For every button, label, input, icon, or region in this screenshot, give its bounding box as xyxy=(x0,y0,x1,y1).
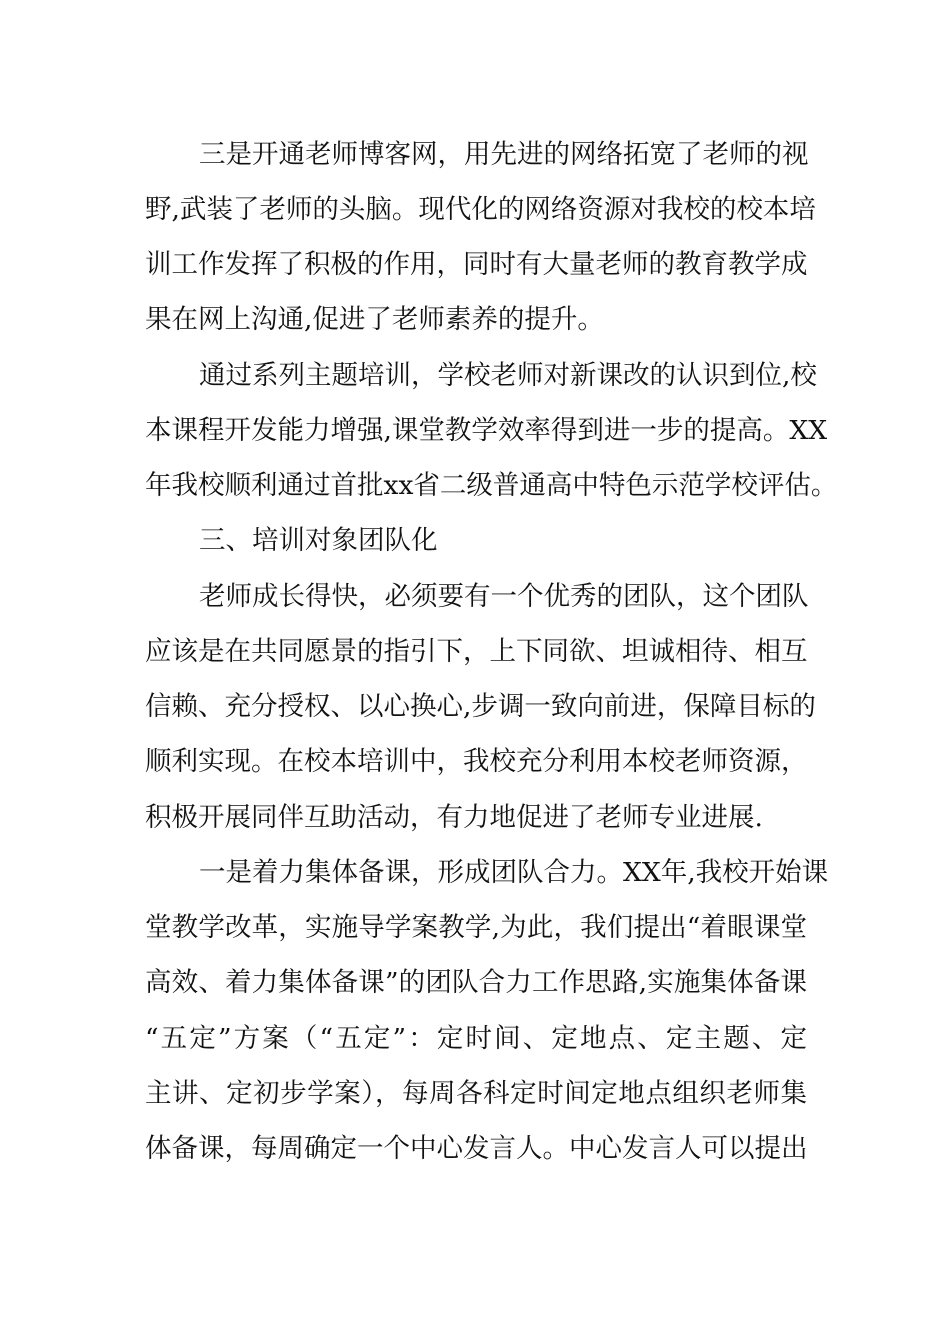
paragraph-line: “五定”方案（“五定”：定时间、定地点、定主题、定 xyxy=(145,1023,807,1054)
paragraph-line: 主讲、定初步学案），每周各科定时间定地点组织老师集 xyxy=(145,1078,807,1109)
paragraph-line: 老师成长得快，必须要有一个优秀的团队，这个团队 xyxy=(199,581,809,612)
paragraph-line: 野,武装了老师的头脑。现代化的网络资源对我校的校本培 xyxy=(145,194,816,225)
paragraph-line: 信赖、充分授权、以心换心,步调一致向前进，保障目标的 xyxy=(145,691,816,722)
paragraph-line: 积极开展同伴互助活动，有力地促进了老师专业进展. xyxy=(145,802,763,833)
paragraph-line: 体备课，每周确定一个中心发言人。中心发言人可以提出 xyxy=(145,1133,808,1164)
paragraph-line: 训工作发挥了积极的作用，同时有大量老师的教育教学成 xyxy=(145,249,808,280)
paragraph-line: 一是着力集体备课，形成团队合力。XX年,我校开始课 xyxy=(199,857,829,888)
paragraph-line: 应该是在共同愿景的指引下，上下同欲、坦诚相待、相互 xyxy=(145,636,808,667)
section-heading: 三、培训对象团队化 xyxy=(199,525,438,556)
paragraph-line: 堂教学改革，实施导学案教学,为此，我们提出“着眼课堂 xyxy=(145,912,807,943)
paragraph-line: 年我校顺利通过首批xx省二级普通高中特色示范学校评估。 xyxy=(145,470,838,501)
paragraph-line: 本课程开发能力增强,课堂教学效率得到进一步的提高。XX xyxy=(145,415,828,446)
paragraph-line: 三是开通老师博客网，用先进的网络拓宽了老师的视 xyxy=(199,139,809,170)
paragraph-line: 顺利实现。在校本培训中，我校充分利用本校老师资源， xyxy=(145,746,808,777)
paragraph-line: 通过系列主题培训，学校老师对新课改的认识到位,校 xyxy=(199,360,817,391)
paragraph-line: 果在网上沟通,促进了老师素养的提升。 xyxy=(145,304,604,335)
paragraph-line: 高效、着力集体备课”的团队合力工作思路,实施集体备课 xyxy=(145,967,807,998)
